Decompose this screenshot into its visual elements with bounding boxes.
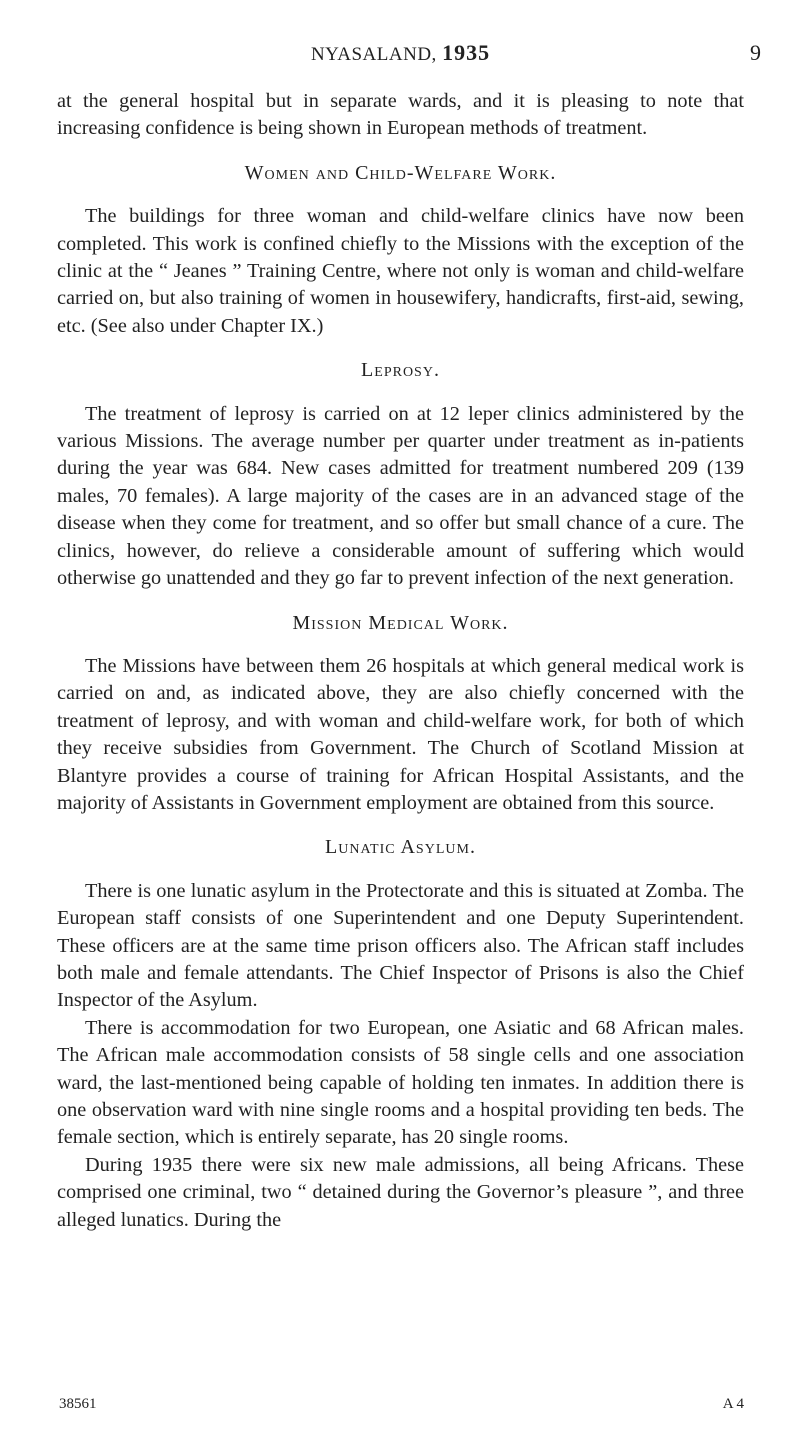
section-heading-lunatic-asylum: Lunatic Asylum.: [325, 836, 476, 859]
section-heading-women-child-welfare: Women and Child-Welfare Work.: [244, 161, 557, 184]
page-footer: [57, 1396, 744, 1416]
running-head: [0, 40, 801, 70]
header-title: NYASALAND,: [310, 44, 437, 65]
page-number: 9: [750, 40, 761, 65]
section-heading-leprosy: Leprosy.: [361, 359, 440, 382]
running-head-title: [0, 40, 801, 66]
print-code: 38561: [59, 1396, 97, 1412]
paragraph-mission-medical-work: The Missions have between them 26 hospitals at which general medical work is carried on and, as indicated above, they are also chiefly concerned with the treatment of leprosy, and with woman and child-welfare work, for both of which they receive subsidies from Government. The Church of Scotland Mission at Blantyre provides a course of training for African Hospital Assistants, and the majority of Assistants in Government employment are obtained from this source.: [57, 654, 744, 814]
section-heading-mission-medical-work: Mission Medical Work.: [292, 611, 509, 634]
paragraph-asylum-accommodation: There is accommodation for two European, one Asiatic and 68 African males. The African male accommodation consists of 58 single cells and one association ward, the last-mentioned being capable of holding ten inmates. In addition there is one observation ward with nine single rooms and a hospital providing ten beds. The female section, which is entirely separate, has 20 single rooms.: [57, 1016, 744, 1149]
page-body: [57, 88, 744, 1234]
paragraph-leprosy: The treatment of leprosy is carried on at 12 leper clinics administered by the various Missions. The average number per quarter under treatment as in-patients during the year was 684. New cases admitted for treatment numbered 209 (139 males, 70 females). A large majority of the cases are in an advanced stage of the disease when they come for treatment, and so offer but small chance of a cure. The clinics, however, do relieve a considerable amount of suffering which would otherwise go unattended and they go far to prevent infection of the next generation.: [57, 402, 744, 590]
paragraph-asylum-staff: There is one lunatic asylum in the Protectorate and this is situated at Zomba. The European staff consists of one Superintendent and one Deputy Superintendent. These officers are at the same time prison officers also. The African staff includes both male and female attendants. The Chief Inspector of Prisons is also the Chief Inspector of the Asylum.: [57, 879, 744, 1012]
paragraph-women-child-welfare: The buildings for three woman and child-welfare clinics have now been completed. This work is confined chiefly to the Missions with the exception of the clinic at the “ Jeanes ” Training Centre, where not only is woman and child-welfare carried on, but also training of women in housewifery, handicrafts, first-aid, sewing, etc. (See also under Chapter IX.): [57, 205, 744, 337]
header-year: 1935: [442, 40, 491, 65]
intro-paragraph: at the general hospital but in separate wards, and it is pleasing to note that increasing confidence is being shown in European methods of treatment.: [57, 90, 744, 140]
paragraph-asylum-admissions: During 1935 there were six new male admissions, all being Africans. These comprised one criminal, two “ detained during the Governor’s pleasure ”, and three alleged lunatics. During the: [57, 1153, 744, 1231]
signature-mark: A 4: [722, 1396, 744, 1412]
